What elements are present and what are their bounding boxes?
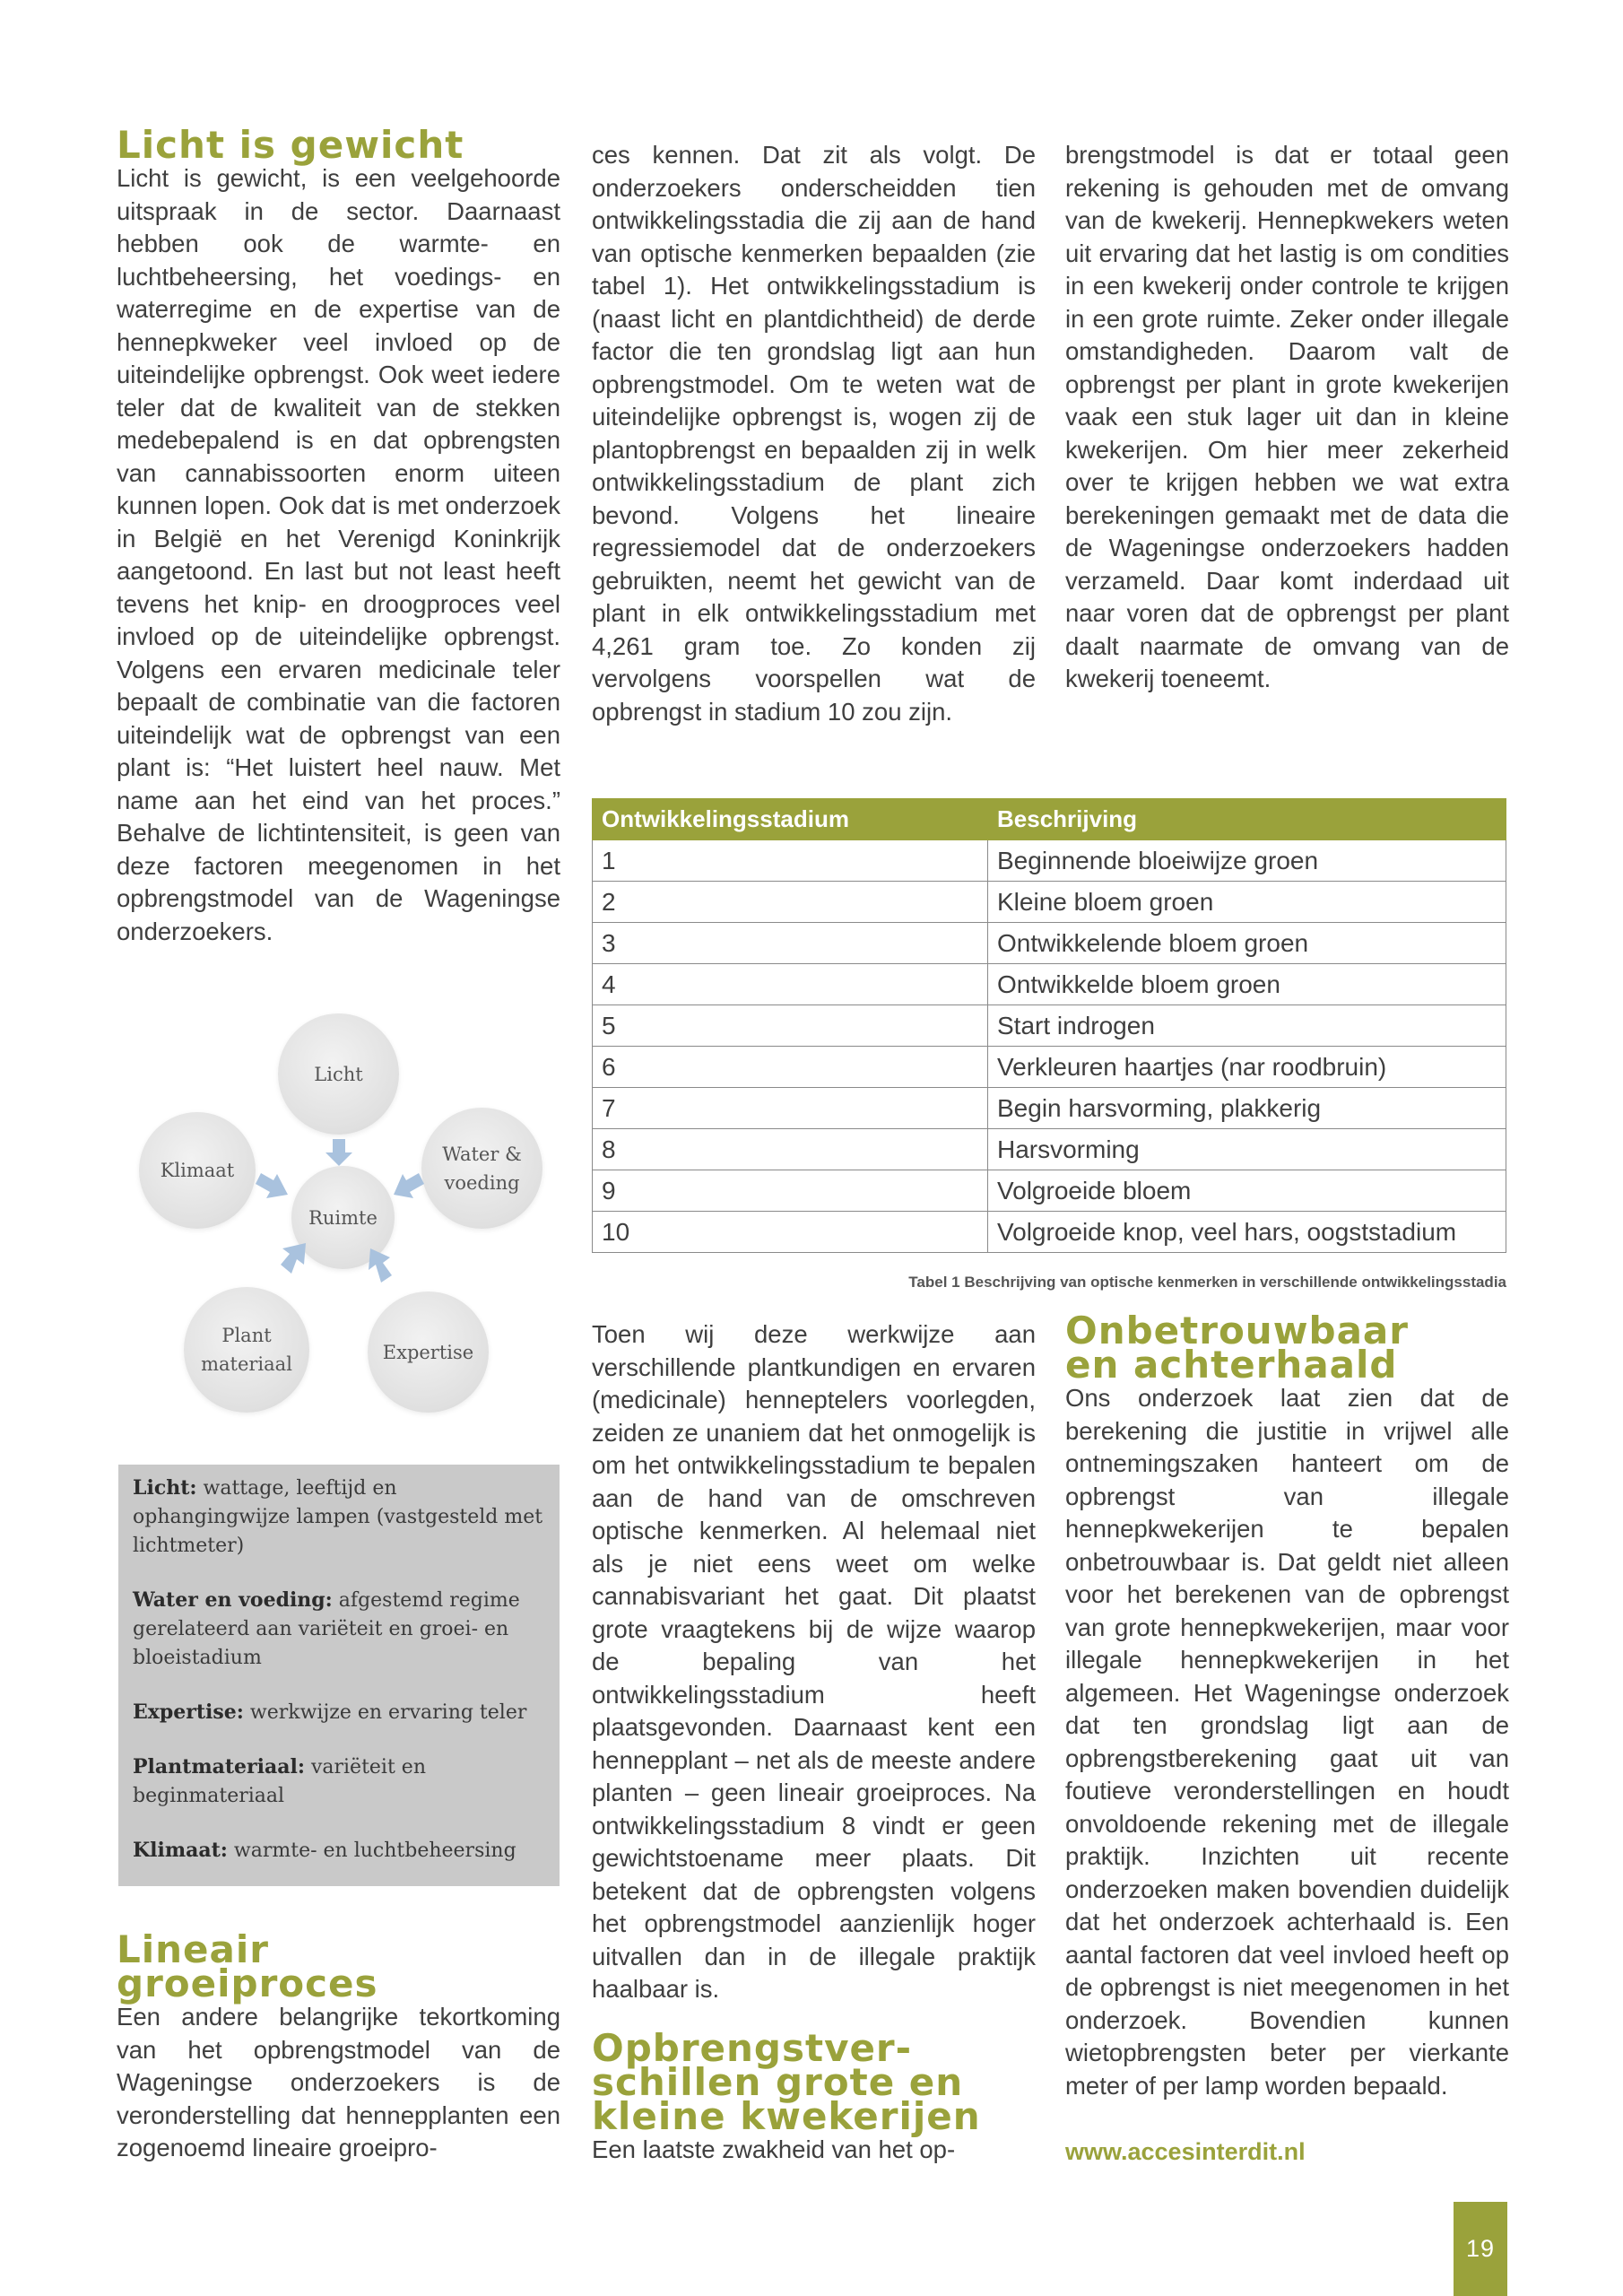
diagram-arrows: [139, 996, 551, 1417]
table-cell: 10: [593, 1212, 988, 1253]
table-row: [593, 923, 1506, 964]
table-cell: Beginnende bloeiwijze groen: [988, 840, 1506, 882]
table-row: [593, 840, 1506, 882]
factor-klimaat-label: Klimaat:: [133, 1839, 228, 1862]
paragraph-laatste-zwakheid: Een laatste zwakheid van het op-: [592, 2135, 956, 2163]
table-cell: 3: [593, 923, 988, 964]
table-cell: 5: [593, 1005, 988, 1047]
factor-klimaat-text: warmte- en luchtbeheersing: [227, 1839, 516, 1862]
heading-onbetrouwbaar: [1065, 1309, 1509, 1387]
diagram-label-plant-2: materiaal: [201, 1353, 292, 1375]
diagram-label-expertise: Expertise: [382, 1341, 474, 1363]
column-1-bottom: [117, 1927, 560, 2165]
table-cell: 1: [593, 840, 988, 882]
table-row: [593, 1129, 1506, 1170]
factor-expertise-label: Expertise:: [133, 1700, 244, 1724]
paragraph-lineair: Een andere belangrijke tekortkoming van het opbrengstmodel van de Wageningse onderzoekers is de veronderstelling dat hennepplanten een zogenoemd lineaire groeipro-: [117, 2003, 560, 2161]
table-row: [593, 1005, 1506, 1047]
factor-water-text: afgestemd regime gerelateerd aan variëteit en groei- en bloeistadium: [133, 1589, 520, 1669]
factor-water-label: Water en voeding:: [133, 1588, 333, 1612]
factor-licht-text: wattage, leeftijd en ophangingwijze lampen (vastgesteld met lichtmeter): [133, 1477, 543, 1557]
table-cell: Volgroeide knop, veel hars, oogststadium: [988, 1212, 1506, 1253]
table-row: [593, 882, 1506, 923]
factor-plant-text: variëteit en beginmateriaal: [133, 1756, 426, 1807]
table-header-stage: Ontwikkelingsstadium: [593, 799, 988, 840]
factor-plant: [133, 1752, 545, 1811]
table-header-row: [593, 799, 1506, 840]
table-caption: Tabel 1 Beschrijving van optische kenmerken in verschillende ontwikkelingsstadia: [908, 1274, 1506, 1291]
diagram-label-licht: Licht: [314, 1063, 363, 1085]
factor-klimaat: [133, 1836, 545, 1866]
table-cell: 4: [593, 964, 988, 1005]
website-link[interactable]: www.accesinterdit.nl: [1065, 2138, 1306, 2165]
column-2-bottom: [592, 1318, 1036, 2166]
table-row: [593, 1047, 1506, 1088]
table-cell: Ontwikkelende bloem groen: [988, 923, 1506, 964]
arrow-expertise-icon: [369, 1248, 392, 1283]
table-cell: Kleine bloem groen: [988, 882, 1506, 923]
arrow-plant-icon: [281, 1243, 306, 1274]
column-1-top: [117, 123, 560, 948]
diagram-label-klimaat: Klimaat: [160, 1160, 235, 1181]
table-row: [593, 1088, 1506, 1129]
heading-opbrengst-line3: kleine kwekerijen: [592, 2093, 981, 2138]
heading-onbetrouwbaar-line2: en achterhaald: [1065, 1343, 1398, 1387]
table-header-description: Beschrijving: [988, 799, 1506, 840]
table-cell: Verkleuren haartjes (nar roodbruin): [988, 1047, 1506, 1088]
heading-lineair-line2: groeiproces: [117, 1961, 378, 2005]
table-cell: 9: [593, 1170, 988, 1212]
table-row: [593, 1212, 1506, 1253]
table-row: [593, 1170, 1506, 1212]
paragraph-onbetrouwbaar: Ons onderzoek laat zien dat de berekening die justitie in vrijwel alle ontnemingszaken hanteert om de opbrengst van illegale hennepkwekerijen te bepalen onbetrouwbaar is. Dat geldt niet alleen voor het berekenen van de opbrengst van grote hennepkwekerijen, maar voor illegale hennepkwekerijen in het algemeen. Het Wageningse onderzoek dat ten grondslag ligt aan de opbrengstberekening gaat uit van foutieve veronderstellingen en houdt onvoldoende rekening met de illegale praktijk. Inzichten uit recente onderzoeken maken bovendien duidelijk dat het onderzoek achterhaald is. Een aantal factoren dat veel invloed heeft op de opbrengst is niet meegenomen in het onderzoek. Bovendien kunnen wietopbrengsten beter per vierkante meter of per lamp worden bepaald.: [1065, 1384, 1509, 2100]
heading-onbetrouwbaar-line1: Onbetrouwbaar: [1065, 1309, 1409, 1352]
paragraph-werkwijze: Toen wij deze werkwijze aan verschillende plantkundigen en ervaren (medicinale) henneptelers voorlegden, zeiden ze unaniem dat het onmogelijk is om het ontwikkelingsstadium te bepalen aan de hand van de omschreven optische kenmerken. Al helemaal niet als je niet eens weet om welke cannabisvariant het gaat. Dit plaatst grote vraagtekens bij de wijze waarop de bepaling van het ontwikkelingsstadium heeft plaatsgevonden. Daarnaast kent een hennepplant – net als de meeste andere planten – geen lineair groeiproces. Na ontwikkelingsstadium 8 vindt er geen gewichtstoename meer plaats. Dit betekent dat de opbrengsten volgens het opbrengstmodel aanzienlijk hoger uitvallen dan in de illegale praktijk haalbaar is.: [592, 1320, 1036, 2003]
factor-plant-label: Plantmateriaal:: [133, 1755, 305, 1779]
factor-expertise: [133, 1698, 545, 1727]
heading-lineair-line1: Lineair: [117, 1927, 269, 1971]
arrow-water-icon: [394, 1173, 424, 1198]
diagram-label-plant-1: Plant: [221, 1325, 272, 1346]
diagram-label-water-1: Water &: [442, 1143, 522, 1165]
table-cell: Ontwikkelde bloem groen: [988, 964, 1506, 1005]
table-cell: Start indrogen: [988, 1005, 1506, 1047]
paragraph-ontwikkelingsstadia: ces kennen. Dat zit als volgt. De onderzoekers onderscheidden tien ontwikkelingsstadia die zij aan de hand van optische kenmerken bepaalden (zie tabel 1). Het ontwikkelingsstadium is (naast licht en plantdichtheid) de derde factor die ten grondslag ligt aan hun opbrengstmodel. Om te weten wat de uiteindelijke opbrengst is, wogen zij de plantopbrengst en bepaalden zij in welk ontwikkelingsstadium de plant zich bevond. Volgens het lineaire regressiemodel dat de onderzoekers gebruikten, neemt het gewicht van de plant in elk ontwikkelingsstadium met 4,261 gram toe. Zo konden zij vervolgens voorspellen wat de opbrengst in stadium 10 zou zijn.: [592, 141, 1036, 726]
stages-table: [592, 798, 1506, 1253]
factor-water: [133, 1586, 545, 1673]
factor-expertise-text: werkwijze en ervaring teler: [243, 1701, 527, 1724]
table-cell: 8: [593, 1129, 988, 1170]
table-cell: Volgroeide bloem: [988, 1170, 1506, 1212]
factor-box: [118, 1465, 560, 1886]
arrow-klimaat-icon: [256, 1173, 288, 1198]
factors-diagram: [139, 996, 551, 1417]
heading-opbrengst-line1: Opbrengstver-: [592, 2025, 913, 2070]
paragraph-omvang-kwekerij: brengstmodel is dat er totaal geen rekening is gehouden met de omvang van de kwekerij. Hennepkwekers weten uit ervaring dat het lastig is om condities in een kwekerij onder controle te krijgen in een grote ruimte. Zeker onder illegale omstandigheden. Daarom valt de opbrengst per plant in grote kwekerijen vaak een stuk lager uit dan in kleine kwekerijen. Om hier meer zekerheid over te krijgen hebben we wat extra berekeningen gemaakt met de data die de Wageningse onderzoekers hadden verzameld. Daar komt inderdaad uit naar voren dat de opbrengst per plant daalt naarmate de omvang van de kwekerij toeneemt.: [1065, 141, 1509, 692]
column-3-top: [1065, 139, 1509, 696]
heading-opbrengst-line2: schillen grote en: [592, 2059, 964, 2104]
page-number: 19: [1454, 2202, 1507, 2296]
table-cell: 6: [593, 1047, 988, 1088]
table-cell: Begin harsvorming, plakkerig: [988, 1088, 1506, 1129]
heading-licht-is-gewicht: Licht is gewicht: [117, 123, 464, 167]
table-cell: 7: [593, 1088, 988, 1129]
table-cell: 2: [593, 882, 988, 923]
factor-licht: [133, 1474, 545, 1561]
heading-opbrengstverschillen: [592, 2025, 1036, 2138]
heading-lineair-groeiproces: [117, 1927, 560, 2005]
table-cell: Harsvorming: [988, 1129, 1506, 1170]
table-row: [593, 964, 1506, 1005]
column-3-bottom: [1065, 1309, 1509, 2102]
arrow-licht-icon: [325, 1139, 352, 1166]
diagram-label-water-2: voeding: [444, 1171, 520, 1194]
diagram-label-ruimte: Ruimte: [308, 1206, 378, 1229]
factor-licht-label: Licht:: [133, 1476, 197, 1500]
column-2-top: [592, 139, 1036, 728]
paragraph-licht: Licht is gewicht, is een veelgehoorde uitspraak in de sector. Daarnaast hebben ook de warmte- en luchtbeheersing, het voedings- en waterregime en de expertise van de hennepkweker veel invloed op de uiteindelijke opbrengst. Ook weet iedere teler dat de kwaliteit van de stekken medebepalend is en dat opbrengsten van cannabissoorten enorm uiteen kunnen lopen. Ook dat is met onderzoek in België en het Verenigd Koninkrijk aangetoond. En last but not least heeft tevens het knip- en droogproces veel invloed op de uiteindelijke opbrengst. Volgens een ervaren medicinale teler bepaalt de combinatie van die factoren uiteindelijk wat de opbrengst van een plant is: “Het luistert heel nauw. Met name aan het eind van het proces.” Behalve de lichtintensiteit, is geen van deze factoren meegenomen in het opbrengstmodel van de Wageningse onderzoekers.: [117, 164, 560, 945]
